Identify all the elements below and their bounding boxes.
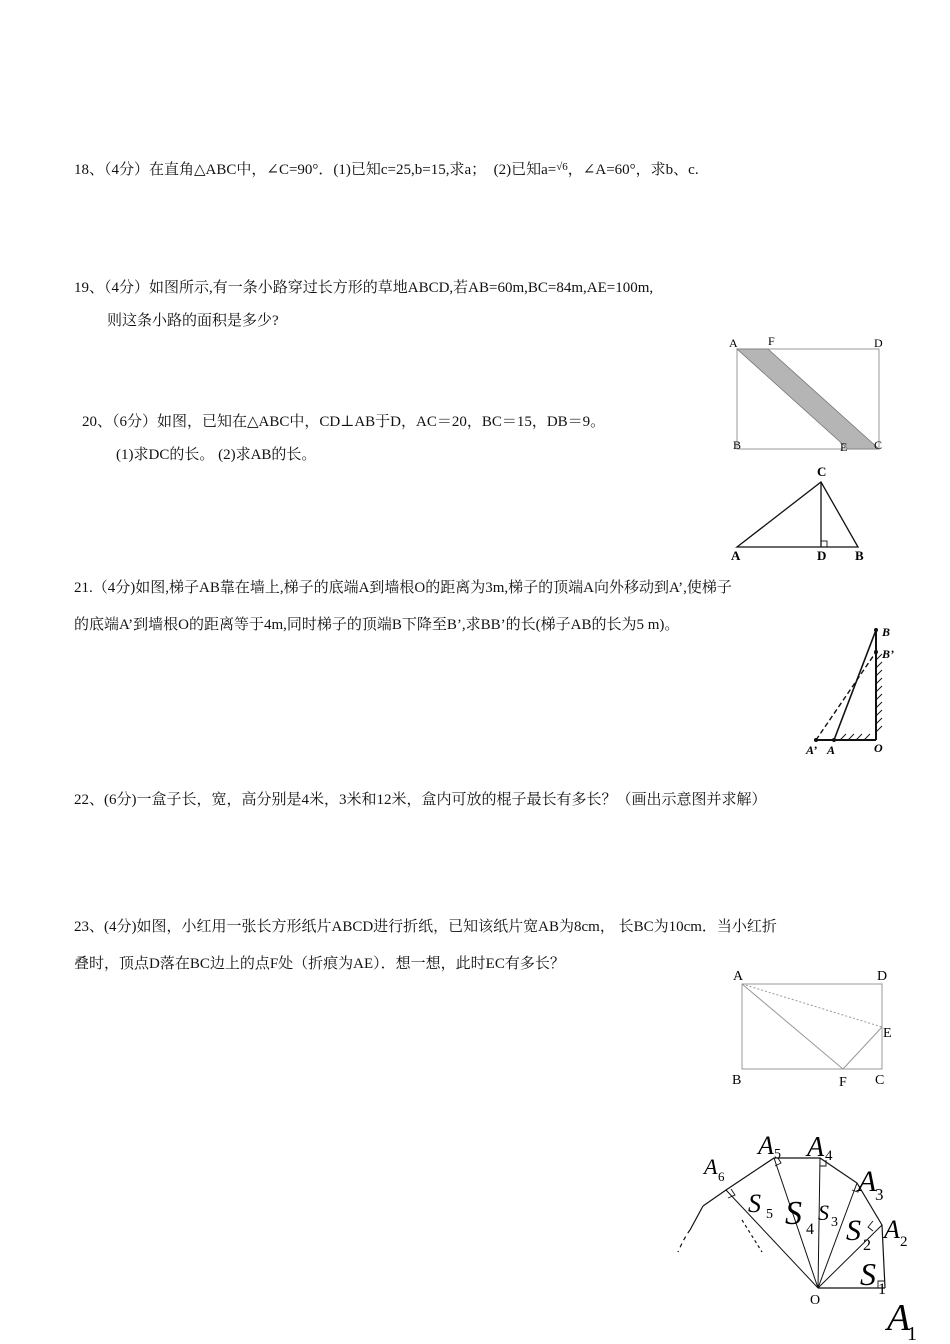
label-S3-index: 3 xyxy=(831,1215,838,1230)
question-21-line-1: 21.（4分)如图,梯子AB靠在墙上,梯子的底端A到墙根O的距离为3m,梯子的顶端A向外移动到A’,使梯子 xyxy=(74,580,732,596)
question-18 xyxy=(74,157,699,180)
label-E: E xyxy=(840,440,848,454)
label-A1-index: 1 xyxy=(907,1323,917,1344)
question-23-line-2: 叠时，顶点D落在BC边上的点F处（折痕为AE）．想一想，此时EC有多长？ xyxy=(74,956,565,972)
question-22-line-1: 22、(6分)一盒子长，宽，高分别是4米，3米和12米，盒内可放的棍子最长有多长？（画出示意图并求解） xyxy=(74,792,767,808)
label-A4-index: 4 xyxy=(825,1148,833,1164)
label-F: F xyxy=(839,1075,847,1090)
ladder-ab xyxy=(834,630,876,740)
label-A6-index: 6 xyxy=(718,1169,725,1184)
label-S4-letter: S xyxy=(785,1195,802,1232)
figure-triangle-spiral xyxy=(670,1128,950,1344)
label-B: B xyxy=(855,548,864,563)
label-O: O xyxy=(874,741,883,755)
question-23-line-1: 23、(4分)如图，小红用一张长方形纸片ABCD进行折纸，已知该纸片宽AB为8cm， 长BC为10cm．当小红折 xyxy=(74,919,777,935)
label-A1-letter: A xyxy=(887,1297,911,1339)
label-S2-letter: S xyxy=(846,1214,861,1247)
label-A2-letter: A xyxy=(884,1215,900,1244)
label-C: C xyxy=(817,464,827,479)
label-F: F xyxy=(768,334,775,348)
ladder-a2b2 xyxy=(816,652,876,740)
paper-rectangle xyxy=(742,984,882,1069)
label-O: O xyxy=(810,1293,821,1308)
label-S5-index: 5 xyxy=(766,1207,773,1222)
triangle-abc xyxy=(737,482,858,547)
point-a xyxy=(832,738,836,742)
label-S4-index: 4 xyxy=(806,1221,814,1238)
figure-triangle-altitude xyxy=(727,460,872,565)
label-D: D xyxy=(817,548,827,563)
question-19-line-1: 19、（4分）如图所示,有一条小路穿过长方形的草地ABCD,若AB=60m,BC=84m,AE=100m, xyxy=(74,280,654,296)
label-A5-index: 5 xyxy=(774,1147,781,1162)
point-b xyxy=(874,628,878,632)
point-b2 xyxy=(874,650,878,654)
label-A: A xyxy=(733,969,744,984)
label-A: A xyxy=(827,743,836,757)
label-A2-index: 2 xyxy=(900,1234,908,1250)
label-B: B xyxy=(882,625,891,639)
label-A: A xyxy=(729,336,738,350)
question-19-line-2: 则这条小路的面积是多少? xyxy=(107,313,279,329)
label-B2: B’ xyxy=(882,647,894,661)
label-B: B xyxy=(733,438,742,452)
label-A2: A’ xyxy=(806,743,818,757)
question-21-line-2: 的底端A’到墙根O的距离等于4m,同时梯子的顶端B下降至B’,求BB’的长(梯子AB的长为5 m)。 xyxy=(74,617,680,633)
question-18-suffix: ，∠A=60°，求b、c. xyxy=(567,162,699,178)
right-angle-mark xyxy=(821,541,827,547)
label-S2-index: 2 xyxy=(863,1237,871,1254)
label-B: B xyxy=(732,1073,742,1088)
label-E: E xyxy=(883,1026,892,1041)
label-S3-letter: S xyxy=(818,1200,829,1225)
figure-rectangle-path xyxy=(725,330,895,455)
label-A6-letter: A xyxy=(704,1154,718,1179)
label-A3-index: 3 xyxy=(875,1185,884,1204)
label-A5-letter: A xyxy=(758,1131,774,1160)
question-18-prefix: 18、（4分）在直角△ABC中，∠C=90°．(1)已知c=25,b=15,求a； (2)已知a= xyxy=(74,162,557,178)
label-D: D xyxy=(877,969,888,984)
label-A3-letter: A xyxy=(858,1165,877,1198)
question-20-line-2: (1)求DC的长。 (2)求AB的长。 xyxy=(116,447,317,463)
path-strip xyxy=(737,349,879,449)
fold-crease-ae xyxy=(742,984,882,1027)
label-S1-index: 1 xyxy=(878,1281,886,1298)
spiral-continuation-outer xyxy=(678,1230,690,1252)
label-D: D xyxy=(874,336,883,350)
label-S1-letter: S xyxy=(860,1256,876,1292)
question-20-line-1: 20、（6分）如图，已知在△ABC中，CD⊥AB于D，AC＝20，BC＝15，DB＝9。 xyxy=(82,414,606,430)
figure-folded-rectangle xyxy=(725,962,905,1092)
spiral-tail-edge xyxy=(690,1206,703,1230)
point-a2 xyxy=(814,738,818,742)
label-C: C xyxy=(874,438,883,452)
segment-af xyxy=(742,984,843,1069)
sqrt-six: √6 xyxy=(556,161,568,173)
figure-ladder-wall xyxy=(800,620,910,760)
label-A4-letter: A xyxy=(807,1132,825,1163)
label-A: A xyxy=(731,548,741,563)
label-C: C xyxy=(875,1073,885,1088)
segment-fe xyxy=(843,1027,882,1069)
label-S5-letter: S xyxy=(748,1189,761,1218)
